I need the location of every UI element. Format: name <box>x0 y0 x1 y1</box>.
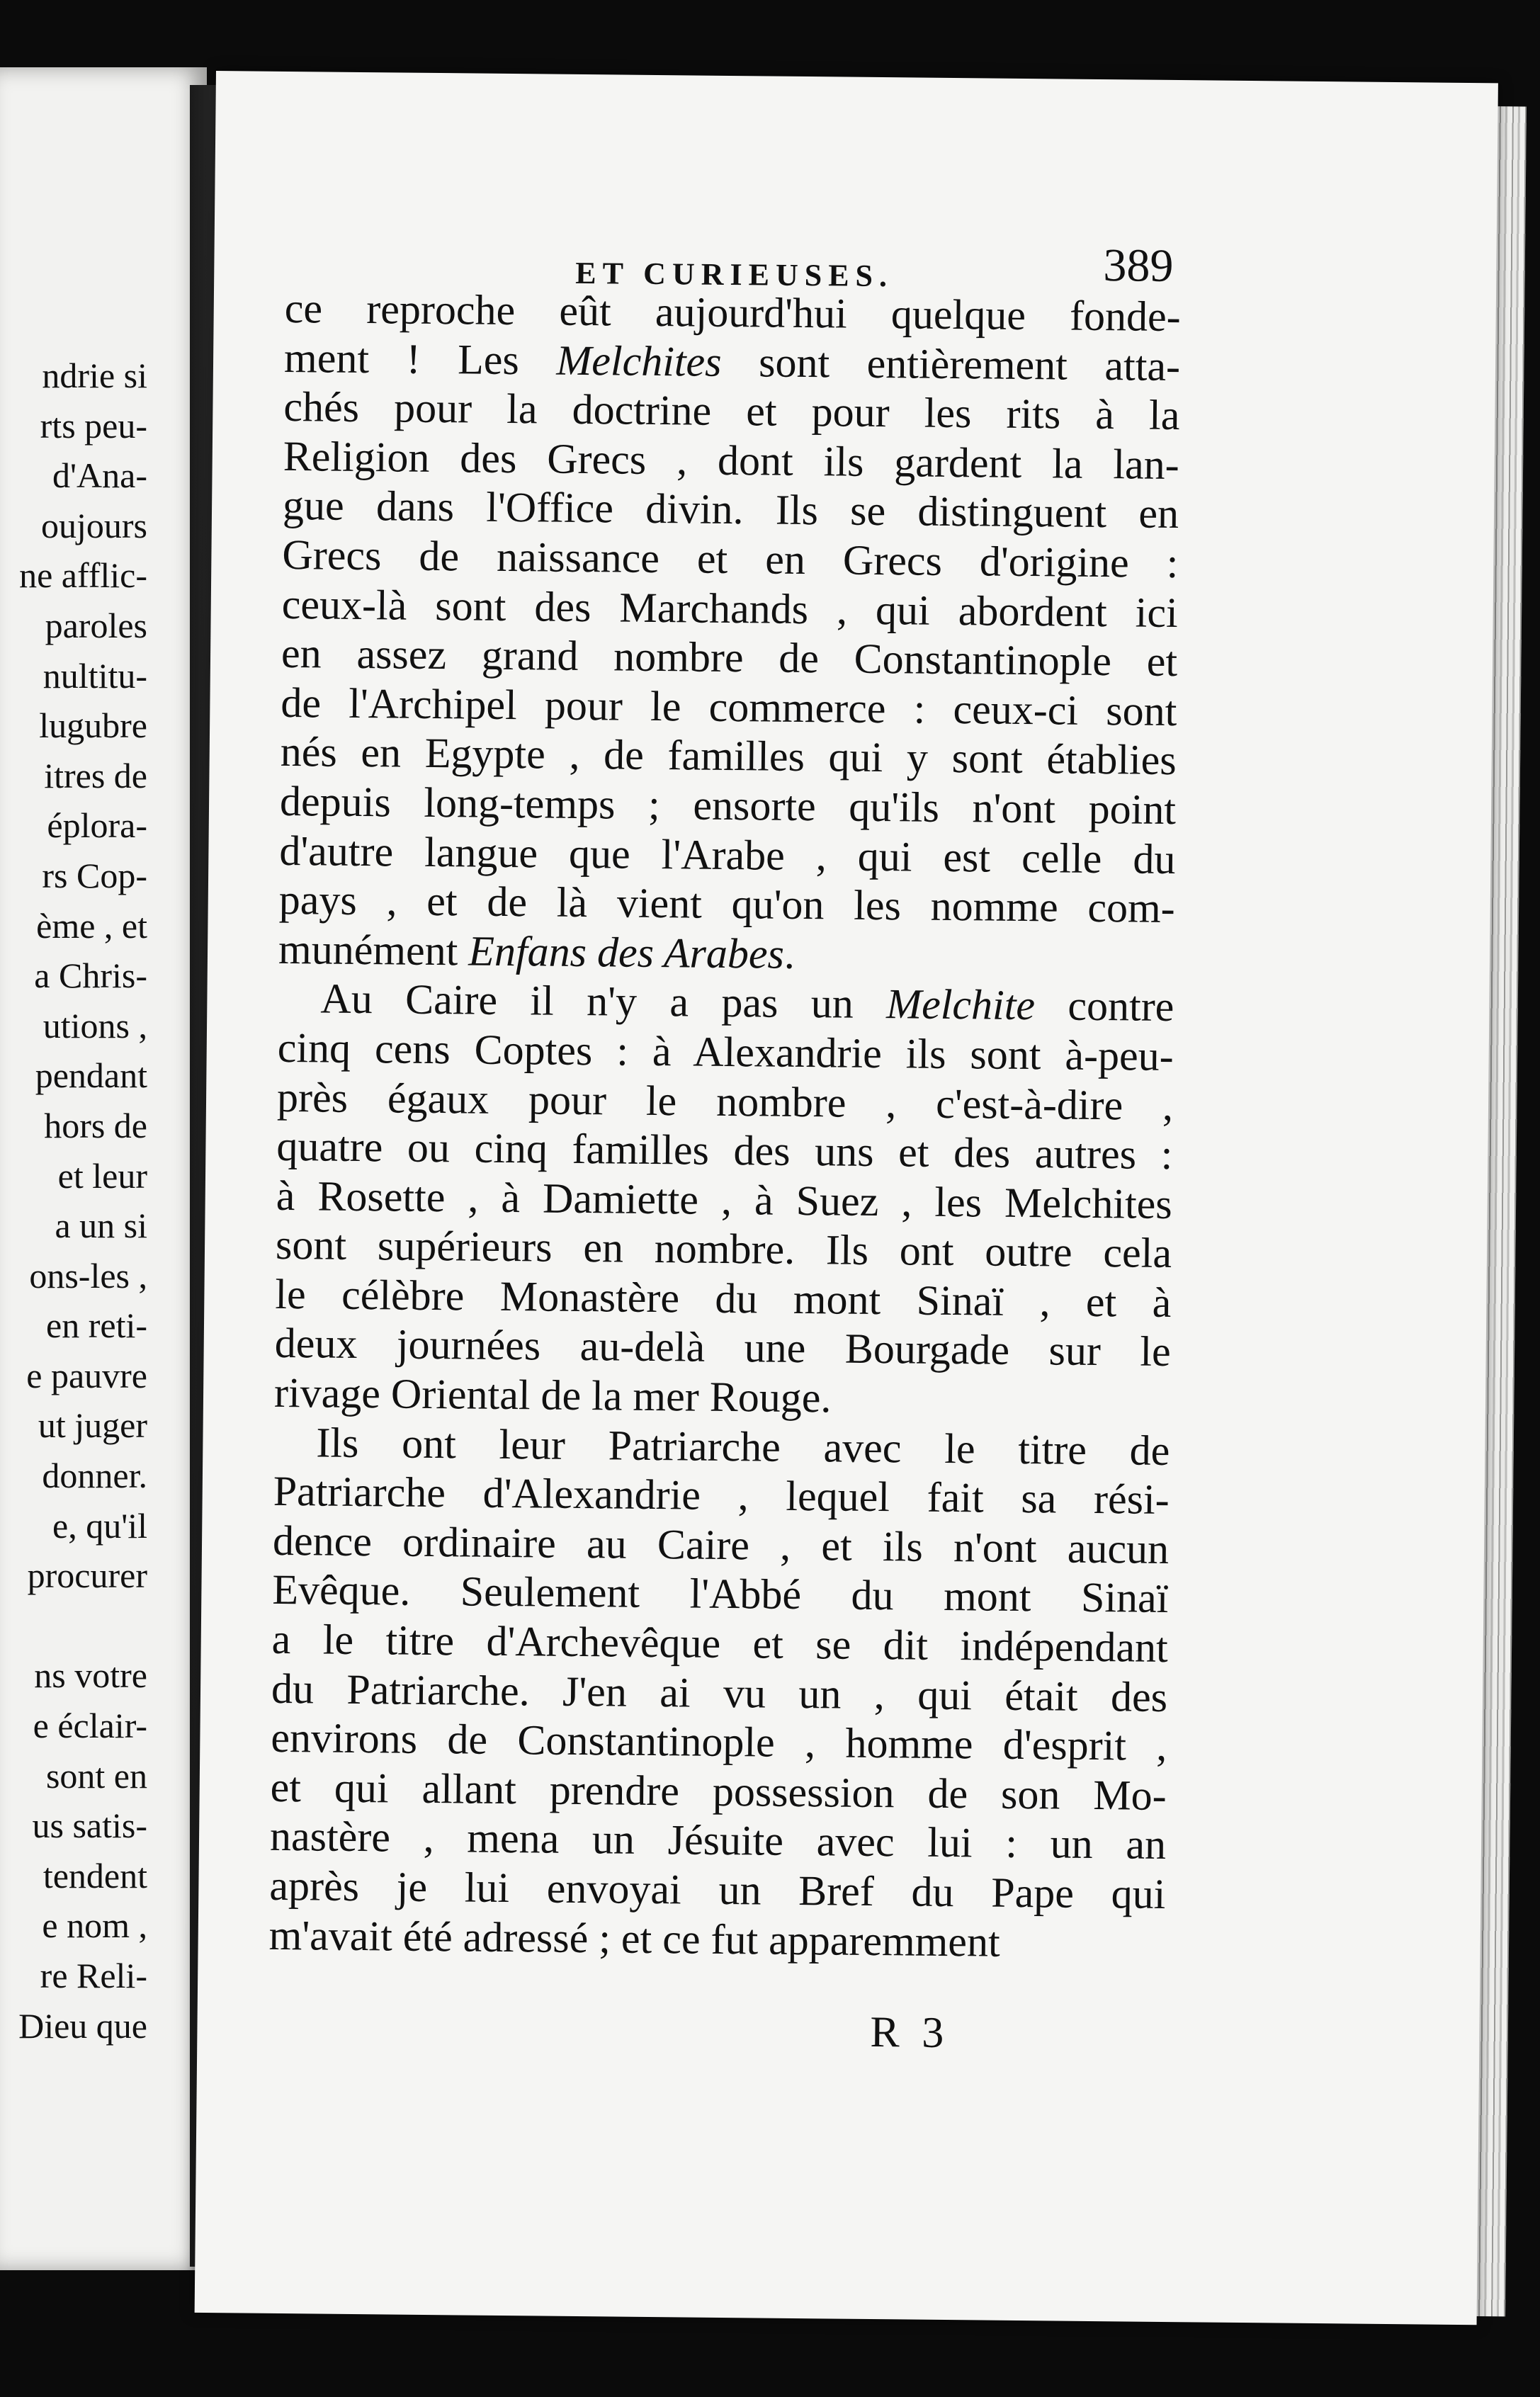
running-head: ET CURIEUSES. <box>575 255 894 294</box>
left-page-line <box>18 1601 147 1651</box>
left-page-line: a un si <box>55 1206 147 1246</box>
left-page-line: us satis- <box>32 1806 147 1846</box>
left-page-line: e, qu'il <box>52 1505 147 1546</box>
text-line: ceux-là sont des Marchands , qui abordent ici <box>281 580 1179 636</box>
left-page-line: procurer <box>27 1556 147 1596</box>
text-line: cinq cens Coptes : à Alexandrie ils sont à-peu- <box>277 1024 1174 1080</box>
left-page-line: lugubre <box>39 706 147 746</box>
page-number: 389 <box>1103 239 1174 292</box>
text-line: depuis long-temps ; ensorte qu'ils n'ont point <box>279 777 1177 833</box>
left-page-line: ne afflic- <box>19 555 147 596</box>
text-line: nastère , mena un Jésuite avec lui : un an <box>269 1813 1167 1869</box>
left-page-line: nultitu- <box>43 655 147 696</box>
text-line: après je lui envoyai un Bref du Pape qui <box>269 1862 1166 1917</box>
text-line: sont supérieurs en nombre. Ils ont outre cela <box>275 1221 1172 1277</box>
text-line: Religion des Grecs , dont ils gardent la lan- <box>283 432 1180 488</box>
text-line: munément Enfans des Arabes. <box>278 925 796 978</box>
left-page-line: re Reli- <box>40 1956 147 1995</box>
left-page-line: d'Ana- <box>52 455 147 496</box>
text-line: dence ordinaire au Caire , et ils n'ont aucun <box>272 1517 1170 1572</box>
left-page-line: donner. <box>42 1456 147 1496</box>
left-page-line: éplora- <box>47 805 147 846</box>
left-page-line: et leur <box>57 1155 147 1196</box>
text-line: a le titre d'Archevêque et se dit indépendant <box>271 1615 1169 1672</box>
left-page-line: itres de <box>44 755 147 795</box>
left-page-line: e éclair- <box>33 1706 147 1746</box>
text-line: et qui allant prendre possession de son Mo- <box>270 1763 1167 1819</box>
text-line: en assez grand nombre de Constantinople et <box>281 630 1178 686</box>
text-line: m'avait été adressé ; et ce fut apparemment <box>268 1911 1000 1966</box>
left-page-line: rs Cop- <box>42 855 147 895</box>
text-line: gue dans l'Office divin. Ils se distinguent en <box>282 482 1179 538</box>
left-page-line: en reti- <box>46 1305 147 1346</box>
text-line: deux journées au-delà une Bourgade sur le <box>274 1320 1172 1376</box>
left-page-line: Dieu que <box>18 2005 147 2046</box>
left-page-line: hors de <box>44 1105 147 1145</box>
left-page-line: utions , <box>43 1005 147 1046</box>
text-line: ment ! Les Melchites sont entièrement atta- <box>283 334 1181 390</box>
signature-mark: R 3 <box>870 2007 950 2058</box>
left-page-line: ns votre <box>34 1655 147 1696</box>
text-line: Ils ont leur Patriarche avec le titre de <box>316 1419 1170 1474</box>
left-page-line: ème , et <box>36 905 147 946</box>
left-page-line: sont en <box>45 1755 147 1796</box>
text-line: Patriarche d'Alexandrie , lequel fait sa rési- <box>273 1468 1170 1524</box>
text-line: Evêque. Seulement l'Abbé du mont Sinaï <box>272 1566 1169 1622</box>
main-page <box>195 71 1498 2325</box>
text-line: nés en Egypte , de familles qui y sont établies <box>280 728 1177 784</box>
text-line: rivage Oriental de la mer Rouge. <box>273 1368 832 1422</box>
left-page-line: e pauvre <box>26 1355 147 1395</box>
text-line: de l'Archipel pour le commerce : ceux-ci sont <box>281 679 1177 735</box>
left-page-line: ndrie si <box>42 356 147 395</box>
left-page-line: tendent <box>43 1855 147 1896</box>
left-page-line: ut juger <box>38 1405 147 1446</box>
text-line: pays , et de là vient qu'on les nomme com- <box>278 876 1176 932</box>
left-page-line: a Chris- <box>34 956 147 996</box>
text-line: Grecs de naissance et en Grecs d'origine : <box>282 531 1179 587</box>
text-line: ce reproche eût aujourd'hui quelque fonde- <box>284 284 1182 341</box>
text-line: du Patriarche. J'en ai vu un , qui était des <box>271 1665 1168 1721</box>
text-line: Au Caire il n'y a pas un Melchite contre <box>320 975 1174 1031</box>
text-line: environs de Constantinople , homme d'esprit , <box>271 1714 1167 1770</box>
left-page-line: oujours <box>41 505 147 545</box>
left-page-line: ons-les , <box>29 1255 147 1296</box>
left-page-line: paroles <box>45 605 147 645</box>
body-text <box>268 284 1181 1968</box>
left-page <box>0 67 207 2270</box>
left-page-text <box>18 351 147 2051</box>
text-line: à Rosette , à Damiette , à Suez , les Melchites <box>276 1172 1173 1228</box>
text-line: d'autre langue que l'Arabe , qui est celle du <box>279 827 1176 883</box>
text-line: quatre ou cinq familles des uns et des autres : <box>276 1122 1173 1179</box>
text-line: le célèbre Monastère du mont Sinaï , et à <box>275 1270 1172 1326</box>
left-page-line: pendant <box>35 1055 147 1096</box>
text-line: près égaux pour le nombre , c'est-à-dire , <box>276 1073 1174 1129</box>
left-page-line: rts peu- <box>40 405 147 446</box>
left-page-line: e nom , <box>42 1905 147 1946</box>
text-line: chés pour la doctrine et pour les rits à la <box>283 383 1180 439</box>
